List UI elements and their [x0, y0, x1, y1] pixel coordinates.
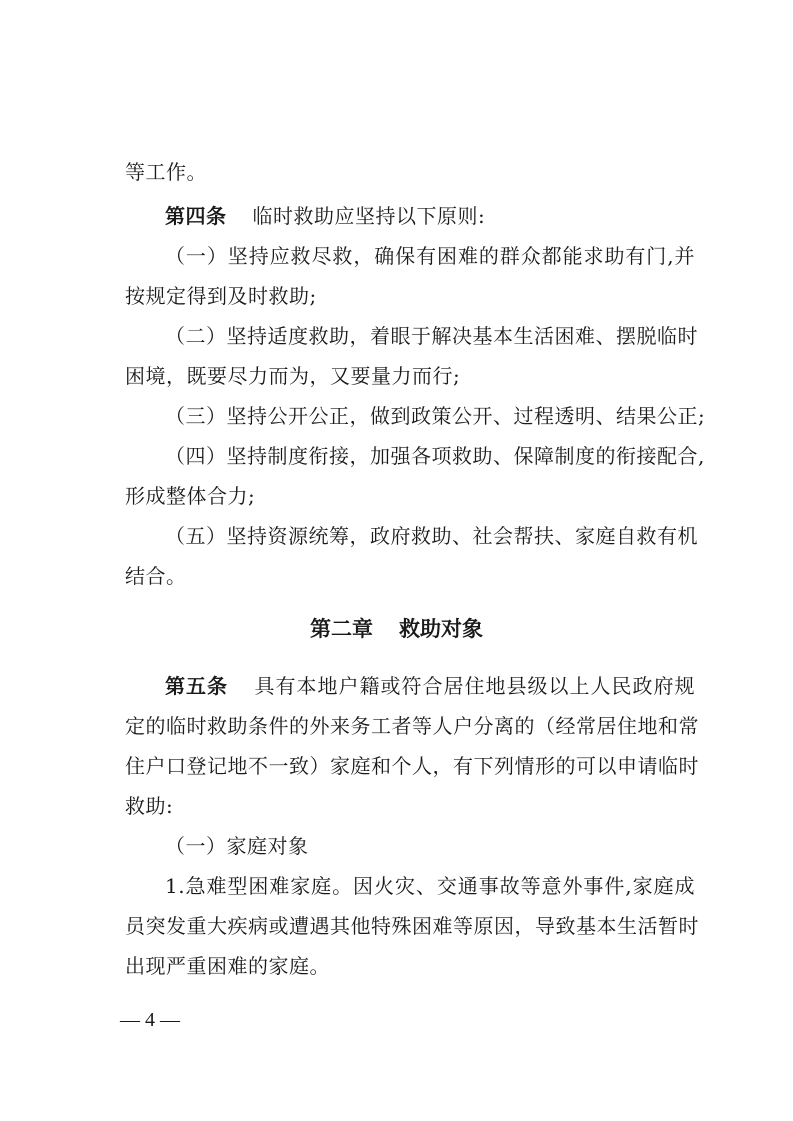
article-text: 具有本地户籍或符合居住地县级以上人民政府规: [254, 674, 695, 698]
chapter-title: 救助对象: [399, 617, 483, 641]
text-line: 住户口登记地不一致）家庭和个人，有下列情形的可以申请临时: [125, 754, 699, 778]
item-1-line: 1.急难型困难家庭。因火灾、交通事故等意外事件,家庭成: [165, 874, 695, 898]
chapter-heading: [0, 616, 793, 642]
text-line: 员突发重大疾病或遭遇其他特殊困难等原因，导致基本生活暂时: [125, 914, 699, 938]
principle-1-line: （一）坚持应救尽救，确保有困难的群众都能求助有门,并: [165, 244, 695, 268]
article-5-line: [165, 674, 695, 698]
page-number: — 4 —: [120, 1009, 180, 1031]
text-line: 按规定得到及时救助;: [125, 284, 317, 308]
article-text: 临时救助应坚持以下原则:: [252, 204, 486, 228]
text-line: 出现严重困难的家庭。: [125, 954, 330, 978]
principle-5-line: （五）坚持资源统筹，政府救助、社会帮扶、家庭自救有机: [165, 524, 698, 548]
text-line: 救助:: [125, 794, 174, 818]
subsection-heading: （一）家庭对象: [165, 834, 309, 858]
text-line: 等工作。: [125, 160, 207, 184]
article-label: 第五条: [165, 674, 228, 698]
principle-2-line: （二）坚持适度救助，着眼于解决基本生活困难、摆脱临时: [165, 324, 698, 348]
text-line: 形成整体合力;: [125, 484, 256, 508]
principle-3-line: （三）坚持公开公正，做到政策公开、过程透明、结果公正;: [165, 404, 706, 428]
article-label: 第四条: [165, 204, 227, 228]
text-line: 困境，既要尽力而为，又要量力而行;: [125, 364, 461, 388]
text-line: 结合。: [125, 564, 187, 588]
chapter-number: 第二章: [310, 617, 373, 641]
article-4-line: [165, 204, 695, 228]
principle-4-line: （四）坚持制度衔接，加强各项救助、保障制度的衔接配合,: [165, 444, 705, 468]
text-line: 定的临时救助条件的外来务工者等人户分离的（经常居住地和常: [125, 714, 699, 738]
